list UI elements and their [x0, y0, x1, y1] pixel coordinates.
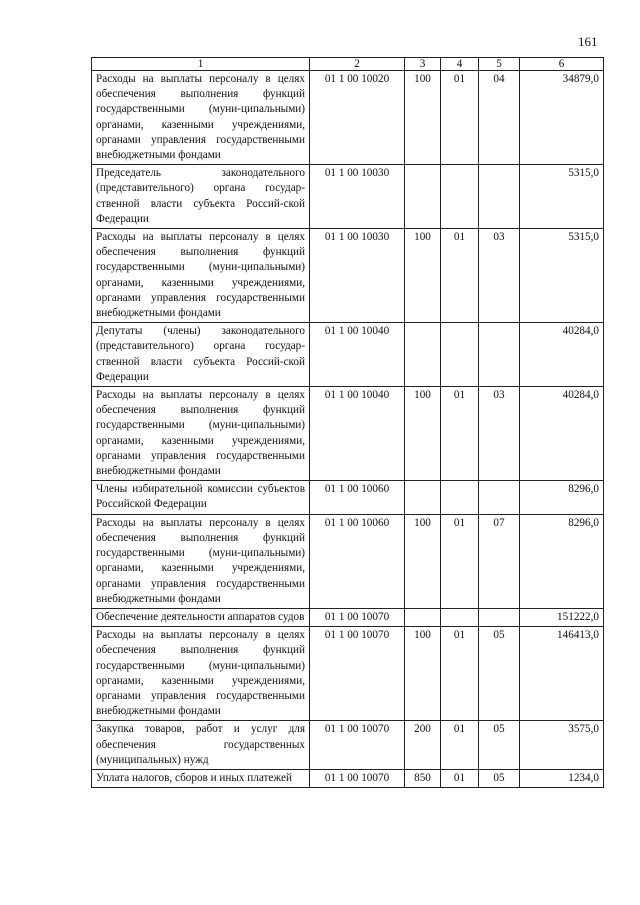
subsection-cell: 05 [479, 769, 520, 787]
table-row [92, 769, 604, 787]
amount-cell: 40284,0 [520, 387, 604, 481]
table-row [92, 387, 604, 481]
section-cell: 01 [441, 769, 479, 787]
table-row [92, 323, 604, 387]
target-code-cell: 01 1 00 10070 [310, 769, 405, 787]
header-cell-pr: 5 [479, 58, 520, 71]
expense-name-cell: Расходы на выплаты персоналу в целях обеспечения выполнения функций государственными (муни-ципальными) органами, казенными учреждениями, органами управления государственными внебюджетными фондами [92, 387, 310, 481]
table-row [92, 721, 604, 770]
target-code-cell: 01 1 00 10030 [310, 229, 405, 323]
target-code-cell: 01 1 00 10040 [310, 323, 405, 387]
header-cell-rz: 4 [441, 58, 479, 71]
table-row [92, 627, 604, 721]
subsection-cell [479, 481, 520, 514]
target-code-cell: 01 1 00 10070 [310, 721, 405, 770]
target-code-cell: 01 1 00 10060 [310, 514, 405, 608]
table-row [92, 71, 604, 165]
expense-type-cell [405, 481, 441, 514]
expense-type-cell [405, 608, 441, 626]
amount-cell: 34879,0 [520, 71, 604, 165]
subsection-cell: 04 [479, 71, 520, 165]
expense-type-cell: 100 [405, 514, 441, 608]
target-code-cell: 01 1 00 10040 [310, 387, 405, 481]
expense-type-cell: 100 [405, 71, 441, 165]
table-row [92, 481, 604, 514]
expense-type-cell: 200 [405, 721, 441, 770]
table-row [92, 514, 604, 608]
subsection-cell: 07 [479, 514, 520, 608]
subsection-cell: 05 [479, 627, 520, 721]
amount-cell: 1234,0 [520, 769, 604, 787]
expense-name-cell: Депутаты (члены) законодательного (представительного) органа государ-ственной власти субъекта Россий-ской Федерации [92, 323, 310, 387]
amount-cell: 5315,0 [520, 165, 604, 229]
section-cell [441, 481, 479, 514]
table-row [92, 608, 604, 626]
amount-cell: 8296,0 [520, 481, 604, 514]
expense-type-cell: 100 [405, 229, 441, 323]
amount-cell: 146413,0 [520, 627, 604, 721]
amount-cell: 3575,0 [520, 721, 604, 770]
target-code-cell: 01 1 00 10070 [310, 608, 405, 626]
expense-name-cell: Уплата налогов, сборов и иных платежей [92, 769, 310, 787]
expense-type-cell [405, 323, 441, 387]
section-cell [441, 323, 479, 387]
header-cell-sum: 6 [520, 58, 604, 71]
header-cell-code: 2 [310, 58, 405, 71]
header-cell-name: 1 [92, 58, 310, 71]
amount-cell: 151222,0 [520, 608, 604, 626]
page-number: 161 [578, 34, 598, 49]
subsection-cell [479, 608, 520, 626]
target-code-cell: 01 1 00 10060 [310, 481, 405, 514]
target-code-cell: 01 1 00 10030 [310, 165, 405, 229]
expense-name-cell: Расходы на выплаты персоналу в целях обеспечения выполнения функций государственными (муни-ципальными) органами, казенными учреждениями, органами управления государственными внебюджетными фондами [92, 71, 310, 165]
subsection-cell [479, 323, 520, 387]
header-row [92, 58, 604, 71]
section-cell: 01 [441, 387, 479, 481]
target-code-cell: 01 1 00 10020 [310, 71, 405, 165]
expense-type-cell [405, 165, 441, 229]
expense-name-cell: Расходы на выплаты персоналу в целях обеспечения выполнения функций государственными (муни-ципальными) органами, казенными учреждениями, органами управления государственными внебюджетными фондами [92, 514, 310, 608]
expense-name-cell: Расходы на выплаты персоналу в целях обеспечения выполнения функций государственными (муни-ципальными) органами, казенными учреждениями, органами управления государственными внебюджетными фондами [92, 229, 310, 323]
header-cell-vr: 3 [405, 58, 441, 71]
amount-cell: 8296,0 [520, 514, 604, 608]
amount-cell: 5315,0 [520, 229, 604, 323]
target-code-cell: 01 1 00 10070 [310, 627, 405, 721]
section-cell: 01 [441, 514, 479, 608]
budget-table [91, 57, 604, 788]
table-row [92, 229, 604, 323]
section-cell: 01 [441, 721, 479, 770]
subsection-cell [479, 165, 520, 229]
subsection-cell: 03 [479, 387, 520, 481]
expense-type-cell: 100 [405, 387, 441, 481]
expense-type-cell: 850 [405, 769, 441, 787]
section-cell [441, 608, 479, 626]
section-cell: 01 [441, 229, 479, 323]
section-cell: 01 [441, 627, 479, 721]
expense-name-cell: Председатель законодательного (представительного) органа государ-ственной власти субъекта Россий-ской Федерации [92, 165, 310, 229]
amount-cell: 40284,0 [520, 323, 604, 387]
section-cell: 01 [441, 71, 479, 165]
expense-name-cell: Закупка товаров, работ и услуг для обеспечения государственных (муниципальных) нужд [92, 721, 310, 770]
expense-name-cell: Члены избирательной комиссии субъектов Российской Федерации [92, 481, 310, 514]
expense-type-cell: 100 [405, 627, 441, 721]
section-cell [441, 165, 479, 229]
table-row [92, 165, 604, 229]
expense-name-cell: Расходы на выплаты персоналу в целях обеспечения выполнения функций государственными (муни-ципальными) органами, казенными учреждениями, органами управления государственными внебюджетными фондами [92, 627, 310, 721]
subsection-cell: 05 [479, 721, 520, 770]
expense-name-cell: Обеспечение деятельности аппаратов судов [92, 608, 310, 626]
subsection-cell: 03 [479, 229, 520, 323]
